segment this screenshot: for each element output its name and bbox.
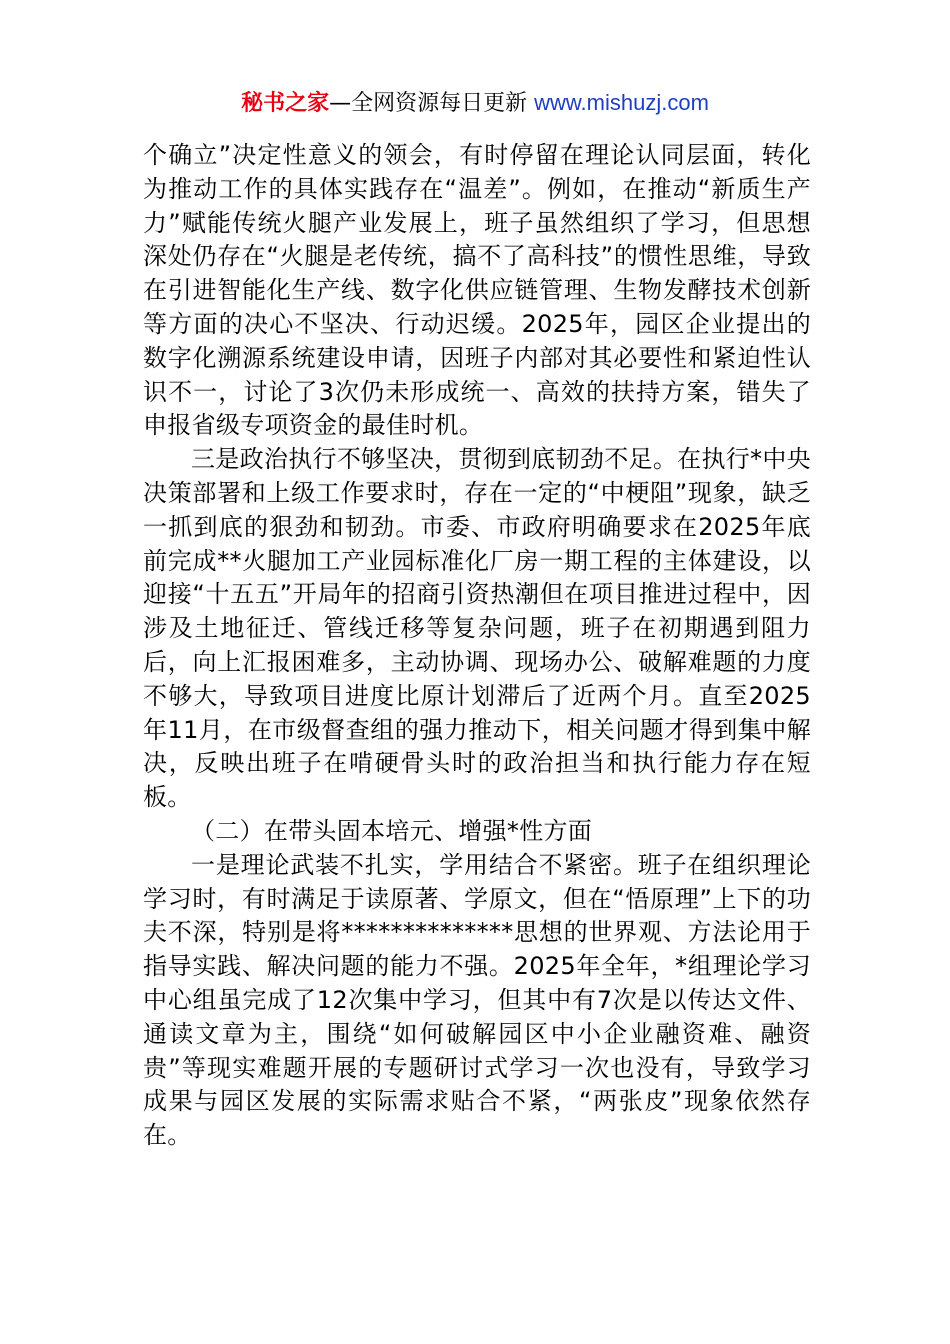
paragraph-continued: 个确立”决定性意义的领会，有时停留在理论认同层面，转化为推动工作的具体实践存在“温差”。例如，在推动“新质生产力”赋能传统火腿产业发展上，班子虽然组织了学习，但思想深处仍存在“火腿是老传统，搞不了高科技”的惯性思维，导致在引进智能化生产线、数字化供应链管理、生物发酵技术创新等方面的决心不坚决、行动迟缓。2025年，园区企业提出的数字化溯源系统建设申请，因班子内部对其必要性和紧迫性认识不一，讨论了3次仍未形成统一、高效的扶持方案，错失了申报省级专项资金的最佳时机。 — [143, 141, 811, 440]
paragraph-political-execution: 三是政治执行不够坚决，贯彻到底韧劲不足。在执行*中央决策部署和上级工作要求时，存在一定的“中梗阻”现象，缺乏一抓到底的狠劲和韧劲。市委、市政府明确要求在2025年底前完成**火腿加工产业园标准化厂房一期工程的主体建设，以迎接“十五五”开局年的招商引资热潮但在项目推进过程中，因涉及土地征迁、管线迁移等复杂问题，班子在初期遇到阻力后，向上汇报困难多，主动协调、现场办公、破解难题的力度不够大，导致项目进度比原计划滞后了近两个月。直至2025年11月，在市级督查组的强力推动下，相关问题才得到集中解决，反映出班子在啃硬骨头时的政治担当和执行能力存在短板。 — [143, 445, 811, 812]
document-body — [143, 139, 811, 1153]
header-tagline: —全网资源每日更新 — [329, 91, 535, 116]
section-subheading: （二）在带头固本培元、增强*性方面 — [191, 816, 593, 845]
header-brand: 秘书之家 — [241, 91, 330, 116]
page-header — [0, 88, 950, 119]
header-site-link[interactable]: www.mishuzj.com — [534, 90, 709, 115]
paragraph-theory-study: 一是理论武装不扎实，学用结合不紧密。班子在组织理论学习时，有时满足于读原著、学原文，但在“悟原理”上下的功夫不深，特别是将**************思想的世界观、方法论用于指导实践、解决问题的能力不强。2025年全年，*组理论学习中心组虽完成了12次集中学习，但其中有7次是以传达文件、通读文章为主，围绕“如何破解园区中小企业融资难、融资贵”等现实难题开展的专题研讨式学习一次也没有，导致学习成果与园区发展的实际需求贴合不紧，“两张皮”现象依然存在。 — [143, 850, 811, 1150]
